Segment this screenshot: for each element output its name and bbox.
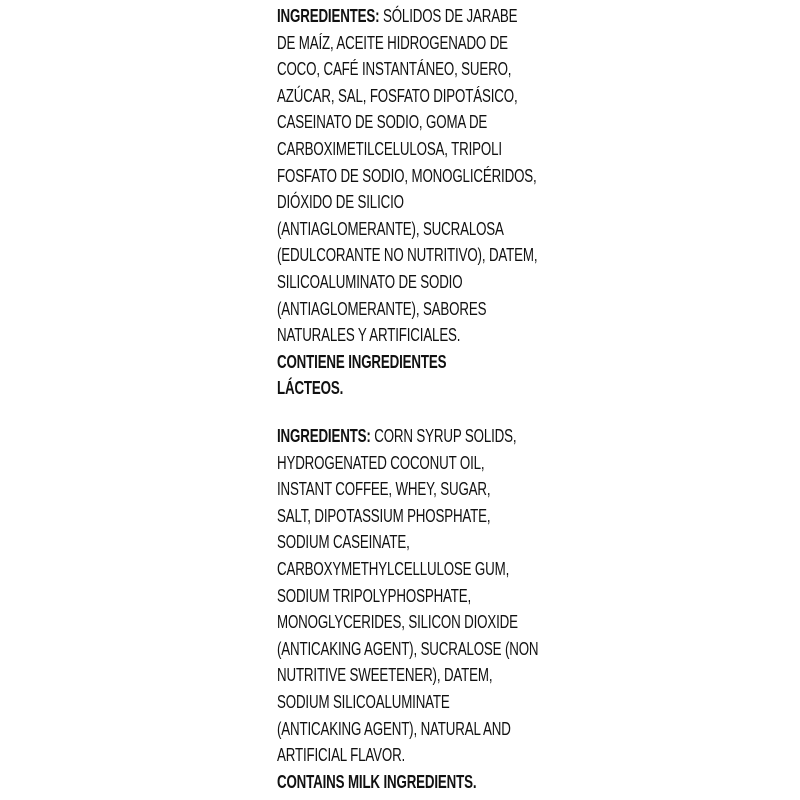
spanish-ingredients-text: DIÓXIDO DE SILICIO — [277, 192, 404, 213]
english-ingredients-text: (ANTICAKING AGENT), SUCRALOSE (NON — [277, 638, 539, 659]
english-allergen-statement: CONTAINS MILK INGREDIENTS. — [277, 771, 477, 792]
spanish-ingredients-text: SILICOALUMINATO DE SODIO — [277, 271, 463, 292]
spanish-ingredients-text: (ANTIAGLOMERANTE), SABORES — [277, 298, 487, 319]
english-ingredients-text: HYDROGENATED COCONUT OIL, — [277, 452, 485, 473]
spanish-ingredients-text: CARBOXIMETILCELULOSA, TRIPOLI — [277, 138, 502, 159]
english-ingredients-text: NUTRITIVE SWEETENER), DATEM, — [277, 665, 493, 686]
spanish-allergen-statement: LÁCTEOS. — [277, 378, 344, 399]
spanish-ingredients-text: COCO, CAFÉ INSTANTÁNEO, SUERO, — [277, 59, 512, 80]
english-ingredients-text: (ANTICAKING AGENT), NATURAL AND — [277, 718, 511, 739]
spanish-ingredients-heading: INGREDIENTES: — [277, 6, 380, 26]
spanish-ingredients-line-1 — [277, 3, 518, 30]
english-ingredients-text: SODIUM SILICOALUMINATE — [277, 691, 450, 712]
english-ingredients-section — [277, 423, 577, 795]
spanish-ingredients-text: FOSFATO DE SODIO, MONOGLICÉRIDOS, — [277, 165, 537, 186]
spanish-ingredients-text: AZÚCAR, SAL, FOSFATO DIPOTÁSICO, — [277, 85, 518, 106]
english-ingredients-text: CARBOXYMETHYLCELLULOSE GUM, — [277, 558, 510, 579]
english-ingredients-text: CORN SYRUP SOLIDS, — [370, 426, 517, 446]
spanish-ingredients-section — [277, 3, 577, 402]
english-ingredients-text: SODIUM CASEINATE, — [277, 532, 410, 553]
english-ingredients-text: INSTANT COFFEE, WHEY, SUGAR, — [277, 479, 491, 500]
english-ingredients-text: SALT, DIPOTASSIUM PHOSPHATE, — [277, 505, 491, 526]
english-ingredients-text: ARTIFICIAL FLAVOR. — [277, 745, 406, 766]
english-ingredients-line-1 — [277, 423, 517, 450]
spanish-ingredients-text: (EDULCORANTE NO NUTRITIVO), DATEM, — [277, 245, 538, 266]
spanish-ingredients-text: (ANTIAGLOMERANTE), SUCRALOSA — [277, 218, 504, 239]
english-ingredients-text: MONOGLYCERIDES, SILICON DIOXIDE — [277, 612, 518, 633]
spanish-ingredients-text: DE MAÍZ, ACEITE HIDROGENADO DE — [277, 32, 508, 53]
english-ingredients-heading: INGREDIENTS: — [277, 426, 371, 446]
spanish-ingredients-text: SÓLIDOS DE JARABE — [379, 6, 518, 26]
spanish-allergen-statement: CONTIENE INGREDIENTES — [277, 351, 447, 372]
spanish-ingredients-text: NATURALES Y ARTIFICIALES. — [277, 325, 461, 346]
english-ingredients-text: SODIUM TRIPOLYPHOSPHATE, — [277, 585, 472, 606]
spanish-ingredients-text: CASEINATO DE SODIO, GOMA DE — [277, 112, 488, 133]
